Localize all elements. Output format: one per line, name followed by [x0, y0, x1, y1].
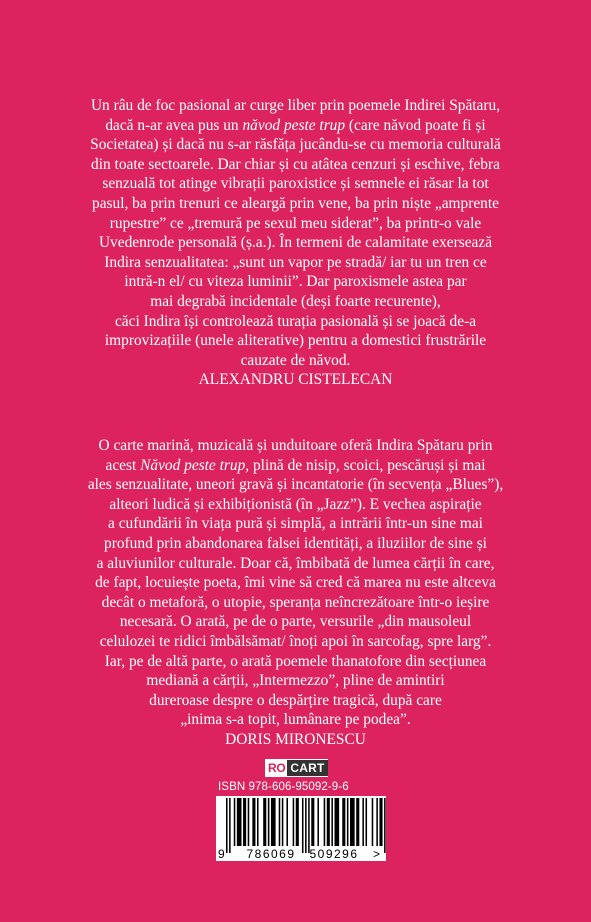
text-line [28, 292, 563, 312]
publisher-logo [265, 759, 328, 777]
text-line [28, 436, 563, 456]
text-segment: senzuală tot atinge vibrații paroxistice și semnele ei răsar la tot [102, 175, 489, 193]
barcode-bar [234, 798, 236, 846]
text-segment: necesară. O arată, pe de o parte, versurile „din mausoleul [119, 613, 472, 631]
barcode-bar [268, 798, 270, 846]
text-segment: căci Indira își controlează turația pasională și se joacă de-a [114, 312, 477, 330]
text-segment: cauzate de năvod. [240, 351, 351, 369]
barcode-bar [327, 798, 330, 846]
text-line [28, 671, 563, 691]
barcode-bar [331, 798, 333, 846]
barcode-bar [335, 798, 340, 846]
text-line [28, 554, 563, 574]
blurb-text [28, 436, 563, 730]
barcode-bar [252, 798, 255, 846]
author-name: DORIS MIRONESCU [225, 730, 366, 748]
author-name: ALEXANDRU CISTELECAN [198, 371, 393, 389]
text-segment: O carte marină, muzicală și unduitoare oferă Indira Spătaru prin [98, 437, 493, 454]
barcode-bar [302, 798, 304, 853]
barcode-bar [257, 798, 259, 846]
text-segment: intră-n el/ cu viteza luminii”. Dar paroxismele astea par [124, 273, 467, 291]
barcode-bar [237, 798, 242, 846]
text-segment: din toate sectoarele. Dar chiar și cu atâtea cenzuri și eschive, febra [91, 155, 500, 173]
text-segment: alteori ludică și exhibiționistă (în „Jazz”). E vechea aspirație [109, 495, 482, 513]
text-segment: rupestre” ce „tremură pe sexul meu siderat”, ba printr-o vale [109, 214, 482, 232]
barcode-bar [271, 798, 276, 846]
text-line [28, 253, 563, 273]
barcode-bar [362, 798, 364, 846]
barcode-bar [347, 798, 349, 846]
text-segment: Societatea) și dacă nu s-ar răsfăța jucându-se cu memoria culturală [90, 136, 501, 154]
barcode-bar [305, 798, 307, 853]
text-line [28, 514, 563, 534]
barcode-bar [263, 798, 266, 846]
barcode-bar [282, 798, 284, 846]
barcode-digits-right: 509296 [309, 847, 359, 861]
text-line [28, 116, 563, 136]
isbn-label: ISBN 978-606-95092-9-6 [218, 781, 349, 793]
barcode-bar [356, 798, 359, 846]
text-line [28, 96, 563, 116]
text-segment: a aluviunilor culturale. Doar că, îmbibată de lumea cărții în care, [96, 554, 495, 572]
text-line [28, 632, 563, 652]
blurb-cistelecan [28, 96, 563, 390]
book-title-italic: Năvod peste trup [140, 456, 246, 474]
barcode-bar [296, 798, 299, 846]
text-segment: Indira senzualitatea: „sunt un vapor pe stradă/ iar tu un tren ce [104, 253, 487, 271]
text-line [28, 612, 563, 632]
book-title-italic: năvod peste trup [242, 116, 346, 134]
barcode-bar [308, 798, 310, 853]
text-line [28, 652, 563, 672]
text-line [28, 351, 563, 371]
text-line [28, 495, 563, 515]
barcode-digits-left: 786069 [246, 847, 296, 861]
text-segment: ales senzualitate, uneori gravă și incantatorie (în secvența „Blues”), [87, 476, 504, 494]
barcode-end-mark: > [373, 847, 381, 861]
barcode-bar [229, 798, 231, 853]
barcode-bar [324, 798, 326, 846]
barcode-bar [243, 798, 246, 846]
text-segment: decât o metaforă, o utopie, speranța neîncrezătoare într-o ieșire [101, 593, 490, 611]
text-segment: profund prin abandonarea falsei identități, a iluziilor de sine și [104, 534, 487, 552]
text-line [28, 475, 563, 495]
logo-ro-text: RO [268, 761, 286, 775]
text-line [28, 710, 563, 730]
barcode-bar [372, 798, 374, 846]
text-segment: „inima s-a topit, lumânare pe podea”. [180, 711, 411, 729]
text-segment: (care năvod poate fi și [345, 116, 486, 134]
text-line [28, 456, 563, 476]
text-segment: a cufundării în viața pură și simplă, a intrării într-un sine mai [108, 515, 483, 533]
text-segment: acest [105, 456, 141, 474]
text-segment: Iar, pe de altă parte, o arată poemele thanatofore din secțiunea [104, 652, 487, 670]
barcode-bar [376, 798, 378, 846]
text-line [28, 214, 563, 234]
barcode-bar [384, 798, 386, 853]
barcode [216, 796, 386, 861]
text-segment: Uvedenrode personală (ș.a.). În termeni de calamitate exersează [98, 234, 493, 252]
text-segment: mai degrabă incidentale (deși foarte recurente), [150, 292, 441, 310]
text-segment: dureroase despre o despărțire tragică, după care [149, 691, 442, 709]
text-segment: dacă n-ar avea pus un [105, 116, 243, 134]
text-segment: de fapt, locuiește poeta, îmi vine să cred că marea nu este altceva [95, 574, 496, 592]
text-line [28, 233, 563, 253]
text-segment: Un râu de foc pasional ar curge liber prin poemele Indirei Spătaru, [90, 97, 501, 114]
barcode-bar [366, 798, 368, 846]
text-line [28, 174, 563, 194]
text-line [28, 534, 563, 554]
text-segment: mediană a cărții, „Intermezzo”, pline de amintiri [146, 672, 445, 690]
barcode-bar [248, 798, 250, 846]
barcode-graphic [216, 796, 386, 861]
barcode-bar [286, 798, 288, 846]
barcode-digit-first: 9 [218, 847, 225, 861]
barcode-bar [293, 798, 295, 846]
text-line [28, 272, 563, 292]
text-segment: improvizațiile (unele aliterative) pentru a domestici frustrările [104, 332, 487, 350]
barcode-bar [279, 798, 281, 846]
barcode-bar [350, 798, 355, 846]
barcode-bar [379, 798, 382, 846]
text-line [28, 194, 563, 214]
barcode-bar [226, 798, 228, 853]
blurb-mironescu [28, 436, 563, 750]
barcode-bar [342, 798, 345, 846]
text-line [28, 155, 563, 175]
text-line [28, 312, 563, 332]
text-segment: celulozei te ridici îmbălsămat/ înoți apoi în sarcofag, spre larg”. [99, 632, 492, 650]
text-line [28, 135, 563, 155]
barcode-bar [317, 798, 319, 846]
blurb-text [28, 96, 563, 370]
text-segment: pasul, ba prin trenuri ce aleargă prin vene, ba prin niște „amprente [92, 194, 499, 212]
text-line [28, 331, 563, 351]
text-segment: , plină de nisip, scoici, pescăruși și mai [245, 456, 486, 474]
barcode-bar [311, 798, 314, 846]
logo-cart-text: CART [287, 760, 327, 776]
text-line [28, 573, 563, 593]
text-line [28, 593, 563, 613]
text-line [28, 691, 563, 711]
